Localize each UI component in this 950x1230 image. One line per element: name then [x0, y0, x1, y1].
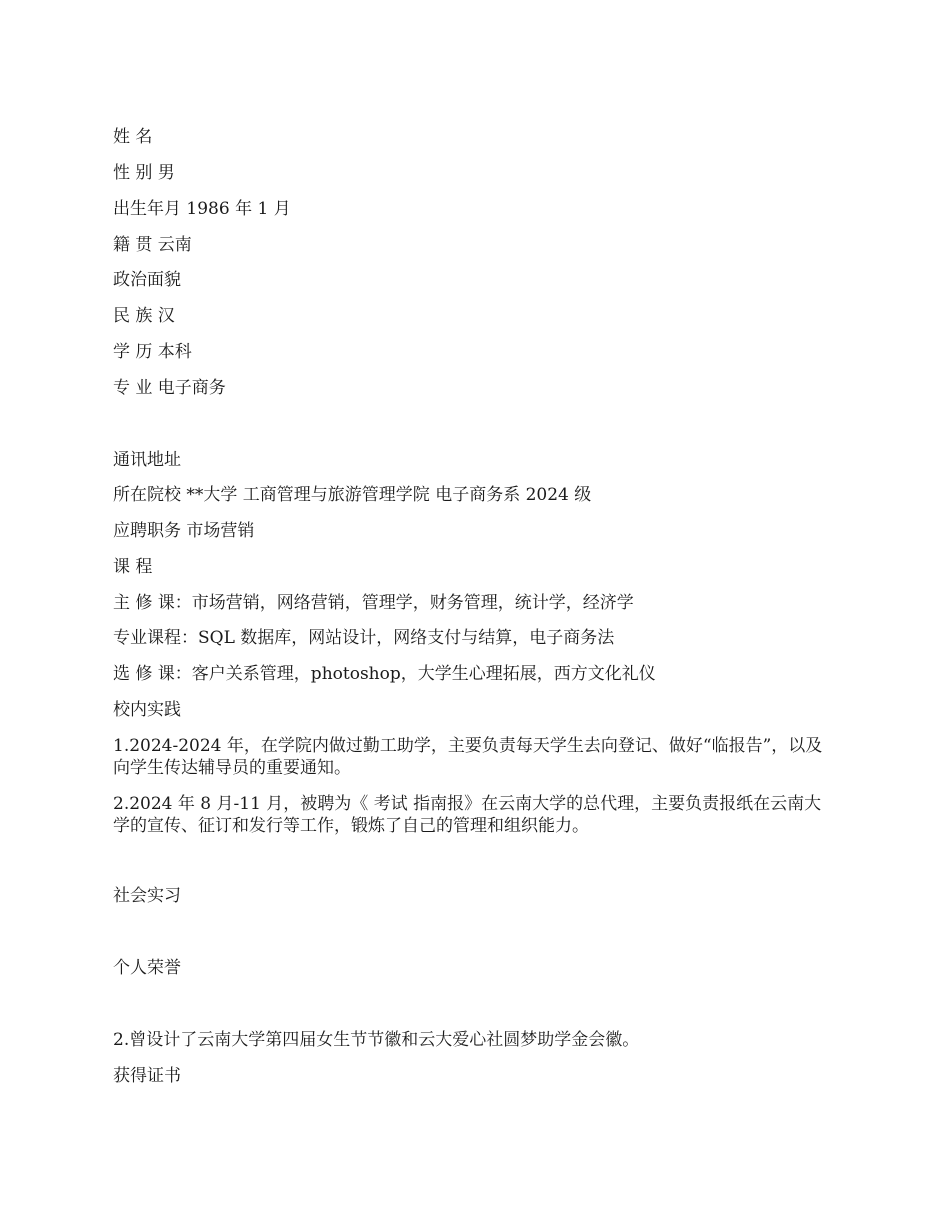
- campus-practice-item: 2.2024 年 8 月-11 月，被聘为《 考试 指南报》在云南大学的总代理，主要负责报纸在云南大学的宣传、征订和发行等工作，锻炼了自己的管理和组织能力。: [113, 794, 822, 836]
- campus-practice-item: 1.2024-2024 年，在学院内做过勤工助学，主要负责每天学生去向登记、做好“临报告”，以及向学生传达辅导员的重要通知。: [113, 736, 823, 778]
- education-field: 学 历 本科: [113, 342, 192, 362]
- main-courses: 主 修 课：市场营销，网络营销，管理学，财务管理，统计学，经济学: [113, 593, 634, 613]
- social-internship-heading: 社会实习: [113, 886, 181, 906]
- elective-courses: 选 修 课：客户关系管理，photoshop，大学生心理拓展，西方文化礼仪: [113, 664, 656, 684]
- courses-heading: 课 程: [113, 557, 153, 577]
- ethnicity-field: 民 族 汉: [113, 306, 175, 326]
- hometown-field: 籍 贯 云南: [113, 235, 192, 255]
- birth-field: 出生年月 1986 年 1 月: [113, 199, 291, 219]
- honors-heading: 个人荣誉: [113, 958, 181, 978]
- political-status-field: 政治面貌: [113, 270, 181, 290]
- major-field: 专 业 电子商务: [113, 378, 226, 398]
- position-field: 应聘职务 市场营销: [113, 521, 255, 541]
- gender-field: 性 别 男: [113, 163, 175, 183]
- name-field: 姓 名: [113, 127, 153, 147]
- address-field: 通讯地址: [113, 450, 181, 470]
- certificates-heading: 获得证书: [113, 1066, 181, 1086]
- honor-item: 2.曾设计了云南大学第四届女生节节徽和云大爱心社圆梦助学金会徽。: [113, 1030, 640, 1050]
- campus-practice-heading: 校内实践: [113, 700, 181, 720]
- school-field: 所在院校 **大学 工商管理与旅游管理学院 电子商务系 2024 级: [113, 485, 592, 505]
- professional-courses: 专业课程：SQL 数据库，网站设计，网络支付与结算，电子商务法: [113, 628, 615, 648]
